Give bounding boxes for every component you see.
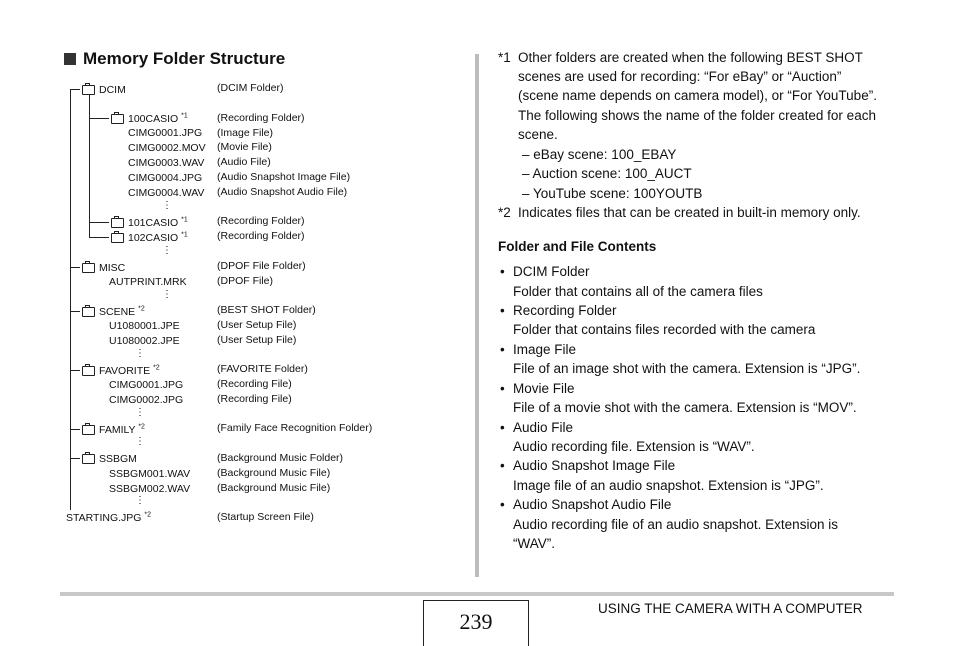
chapter-title: USING THE CAMERA WITH A COMPUTER (598, 601, 863, 616)
tree-scene-comment: (BEST SHOT Folder) (217, 304, 316, 316)
tree-file: U1080001.JPE (109, 320, 180, 332)
folder-icon (82, 454, 95, 464)
note-1-item: – eBay scene: 100_EBAY (522, 147, 677, 162)
ellipsis-icon: ⋮ (135, 436, 145, 447)
tree-root-line (70, 89, 71, 510)
note-1-item: – Auction scene: 100_AUCT (522, 166, 692, 181)
folder-icon (82, 263, 95, 273)
note-1-item: – YouTube scene: 100YOUTB (522, 186, 703, 201)
tree-branch (70, 458, 80, 459)
tree-dcim-line (89, 95, 90, 237)
tree-misc: MISC (99, 262, 126, 274)
note-2-mark: *2 (498, 205, 511, 220)
bullet-desc: Audio recording file of an audio snapshot. Extension is (513, 517, 838, 532)
tree-starting: STARTING.JPG $^{*2}$ (66, 511, 152, 524)
bullet-icon: • (500, 303, 505, 318)
tree-branch (70, 267, 80, 268)
page-number: 239 (423, 600, 529, 646)
bullet-icon: • (500, 381, 505, 396)
folder-icon (111, 218, 124, 228)
tree-101casio: 101CASIO $^{*1}$ (128, 216, 188, 229)
bullet-icon: • (500, 497, 505, 512)
folder-icon (111, 233, 124, 243)
folder-icon (82, 85, 95, 95)
tree-102casio: 102CASIO $^{*1}$ (128, 231, 188, 244)
ellipsis-icon: ⋮ (162, 200, 172, 211)
bullet-icon: • (500, 458, 505, 473)
tree-starting-comment: (Startup Screen File) (217, 511, 314, 523)
tree-101casio-comment: (Recording Folder) (217, 215, 305, 227)
tree-scene: SCENE $^{*2}$ (99, 305, 145, 318)
tree-dcim-comment: (DCIM Folder) (217, 82, 284, 94)
tree-file: SSBGM001.WAV (109, 468, 191, 480)
tree-ssbgm-comment: (Background Music Folder) (217, 452, 344, 464)
section-title (64, 49, 285, 69)
note-1-line: The following shows the name of the folder created for each (518, 108, 876, 123)
bullet-title: Recording Folder (513, 303, 617, 318)
tree-file: U1080002.JPE (109, 335, 180, 347)
tree-file-comment: (DPOF File) (217, 275, 273, 287)
tree-file: CIMG0004.WAV (128, 187, 205, 199)
footer-rule (60, 592, 894, 596)
tree-branch (70, 370, 80, 371)
tree-favorite-comment: (FAVORITE Folder) (217, 363, 308, 375)
bullet-title: DCIM Folder (513, 264, 590, 279)
folder-icon (82, 307, 95, 317)
tree-file-comment: (Background Music File) (217, 482, 331, 494)
bullet-title: Movie File (513, 381, 575, 396)
tree-dcim: DCIM (99, 84, 126, 96)
bullet-title: Audio Snapshot Audio File (513, 497, 672, 512)
tree-file: CIMG0002.MOV (128, 142, 206, 154)
ellipsis-icon: ⋮ (162, 289, 172, 300)
bullet-title: Audio File (513, 420, 574, 435)
square-bullet-icon (64, 53, 76, 65)
tree-file: CIMG0003.WAV (128, 157, 205, 169)
tree-102casio-comment: (Recording Folder) (217, 230, 305, 242)
bullet-desc: Folder that contains all of the camera files (513, 284, 763, 299)
bullet-desc: File of an image shot with the camera. Extension is “JPG”. (513, 361, 861, 376)
note-1-line: scene. (518, 127, 558, 142)
note-1-mark: *1 (498, 50, 511, 65)
folder-icon (82, 425, 95, 435)
tree-file-comment: (Audio Snapshot Audio File) (217, 186, 348, 198)
tree-branch (70, 89, 80, 90)
ellipsis-icon: ⋮ (135, 407, 145, 418)
tree-file: AUTPRINT.MRK (109, 276, 187, 288)
bullet-icon: • (500, 420, 505, 435)
tree-file-comment: (Recording File) (217, 393, 292, 405)
ellipsis-icon: ⋮ (135, 495, 145, 506)
note-1-line: (scene name depends on camera model), or “For YouTube”. (518, 88, 877, 103)
bullet-title: Image File (513, 342, 577, 357)
tree-file: SSBGM002.WAV (109, 483, 191, 495)
tree-100casio-comment: (Recording Folder) (217, 112, 305, 124)
tree-family-comment: (Family Face Recognition Folder) (217, 422, 373, 434)
tree-ssbgm: SSBGM (99, 453, 137, 465)
tree-file: CIMG0004.JPG (128, 172, 203, 184)
tree-file-comment: (User Setup File) (217, 334, 297, 346)
note-1-line: scenes are used for recording: “For eBay” or “Auction” (518, 69, 842, 84)
ellipsis-icon: ⋮ (135, 348, 145, 359)
column-divider (475, 54, 479, 577)
tree-file-comment: (User Setup File) (217, 319, 297, 331)
tree-file-comment: (Image File) (217, 127, 274, 139)
tree-branch (89, 118, 109, 119)
bullet-desc: “WAV”. (513, 536, 555, 551)
bullet-title: Audio Snapshot Image File (513, 458, 676, 473)
tree-file-comment: (Audio File) (217, 156, 271, 168)
bullet-desc: Image file of an audio snapshot. Extension is “JPG”. (513, 478, 824, 493)
contents-heading: Folder and File Contents (498, 239, 657, 254)
note-1-line: Other folders are created when the following BEST SHOT (518, 50, 863, 65)
tree-file-comment: (Background Music File) (217, 467, 331, 479)
section-title-text: Memory Folder Structure (83, 49, 286, 68)
tree-file: CIMG0001.JPG (128, 127, 203, 139)
tree-branch (89, 222, 109, 223)
tree-branch (89, 237, 109, 238)
folder-icon (111, 114, 124, 124)
note-2-text: Indicates files that can be created in built-in memory only. (518, 205, 861, 220)
bullet-desc: Folder that contains files recorded with the camera (513, 322, 816, 337)
ellipsis-icon: ⋮ (162, 245, 172, 256)
tree-branch (70, 311, 80, 312)
bullet-desc: Audio recording file. Extension is “WAV”. (513, 439, 755, 454)
tree-family: FAMILY $^{*2}$ (99, 423, 145, 436)
tree-favorite: FAVORITE $^{*2}$ (99, 364, 160, 377)
folder-icon (82, 366, 95, 376)
tree-file-comment: (Recording File) (217, 378, 292, 390)
tree-file-comment: (Movie File) (217, 141, 272, 153)
bullet-icon: • (500, 264, 505, 279)
tree-file-comment: (Audio Snapshot Image File) (217, 171, 351, 183)
bullet-desc: File of a movie shot with the camera. Extension is “MOV”. (513, 400, 857, 415)
tree-branch (70, 429, 80, 430)
tree-file: CIMG0001.JPG (109, 379, 184, 391)
tree-100casio: 100CASIO $^{*1}$ (128, 112, 188, 125)
tree-misc-comment: (DPOF File Folder) (217, 260, 306, 272)
tree-file: CIMG0002.JPG (109, 394, 184, 406)
bullet-icon: • (500, 342, 505, 357)
